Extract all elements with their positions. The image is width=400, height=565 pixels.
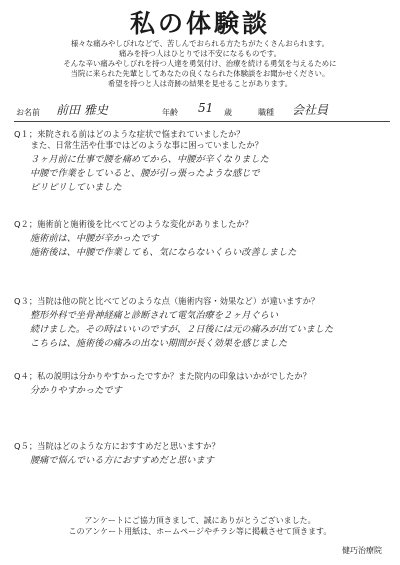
intro-line: 当院に来られた先輩としてあなたの良くなられた体験談をお聞かせください。	[70, 69, 330, 78]
answer-text	[14, 454, 390, 468]
question-text: Q４；私の説明は分かりやすかったですか？また院内の印象はいかがでしたか？	[14, 371, 311, 381]
intro-text	[14, 39, 386, 89]
answer-line: 続けました。その時はいいのですが、２日後には元の痛みが出ていました	[30, 324, 334, 335]
answer-line: 分かりやすかったです	[30, 385, 122, 396]
footer-thanks	[20, 515, 380, 537]
question-text: また、日常生活や仕事ではどのような事に困っていましたか？	[14, 140, 263, 150]
footer-line: このアンケート用紙は、ホームページやチラシ等に掲載させて頂きます。	[68, 527, 332, 536]
job-value: 会社員	[292, 103, 329, 117]
age-value: 51	[198, 101, 214, 115]
answer-text	[14, 232, 390, 260]
answer-line: 施術後は、中腰で作業しても、気にならないくらい改善しました	[30, 247, 297, 258]
question-1	[14, 129, 390, 195]
intro-line: 痛みを持つ人はひとりでは不安になるものです。	[118, 49, 281, 58]
answer-text	[14, 384, 390, 398]
page-title: 私の体験談	[129, 9, 270, 38]
answer-line: 施術前は、中腰が辛かったです	[30, 233, 159, 244]
intro-line: 希望を持つと人は奇跡の結果を見せることがあります。	[107, 79, 293, 88]
intro-line: 様々な痛みやしびれなどで、苦しんでおられる方たちがたくさんおられます。	[71, 39, 329, 48]
question-2	[14, 219, 390, 260]
answer-line: こちらは、施術後の痛みの出ない期間が長く効果を感じました	[30, 338, 288, 349]
question-text: Q３；当院は他の院と比べてどのような点（施術内容・効果など）が違いますか？	[14, 296, 320, 306]
clinic-name: 健巧治療院	[342, 546, 382, 555]
question-3	[14, 296, 390, 351]
question-text: Q５；当院はどのような方におすすめだと思いますか？	[14, 441, 220, 451]
intro-line: そんな辛い痛みやしびれを持つ人達を勇気付け、治療を続ける勇気を与えるために	[63, 59, 337, 68]
question-4	[14, 371, 390, 398]
answer-text	[14, 309, 390, 351]
name-label: お名前	[16, 108, 40, 117]
answer-text	[14, 153, 390, 195]
answer-line: 整形外科で坐骨神経痛と診断されて電気治療を２ヶ月ぐらい	[30, 310, 279, 321]
question-text: Q２；施術前と施術後を比べてどのような変化がありましたか？	[14, 219, 253, 229]
answer-line: ３ヶ月前に仕事で腰を痛めてから、中腰が辛くなりました	[30, 154, 269, 165]
age-label: 年齢	[162, 108, 178, 117]
respondent-info	[14, 97, 390, 122]
job-label: 職種	[258, 108, 274, 117]
answer-line: ピリピリしていました	[30, 182, 122, 193]
footer-line: アンケートにご協力頂きまして、誠にありがとうございました。	[84, 516, 316, 525]
answer-line: 腰痛で悩んでいる方におすすめだと思います	[30, 455, 214, 466]
name-value: 前田 雅史	[56, 103, 108, 117]
question-text: Q１；来院される前はどのような症状で悩まれていましたか？	[14, 129, 245, 139]
answer-line: 中腰で作業をしていると、腰が引っ張ったような感じで	[30, 168, 260, 179]
question-5	[14, 441, 390, 468]
age-unit: 歳	[224, 108, 232, 117]
